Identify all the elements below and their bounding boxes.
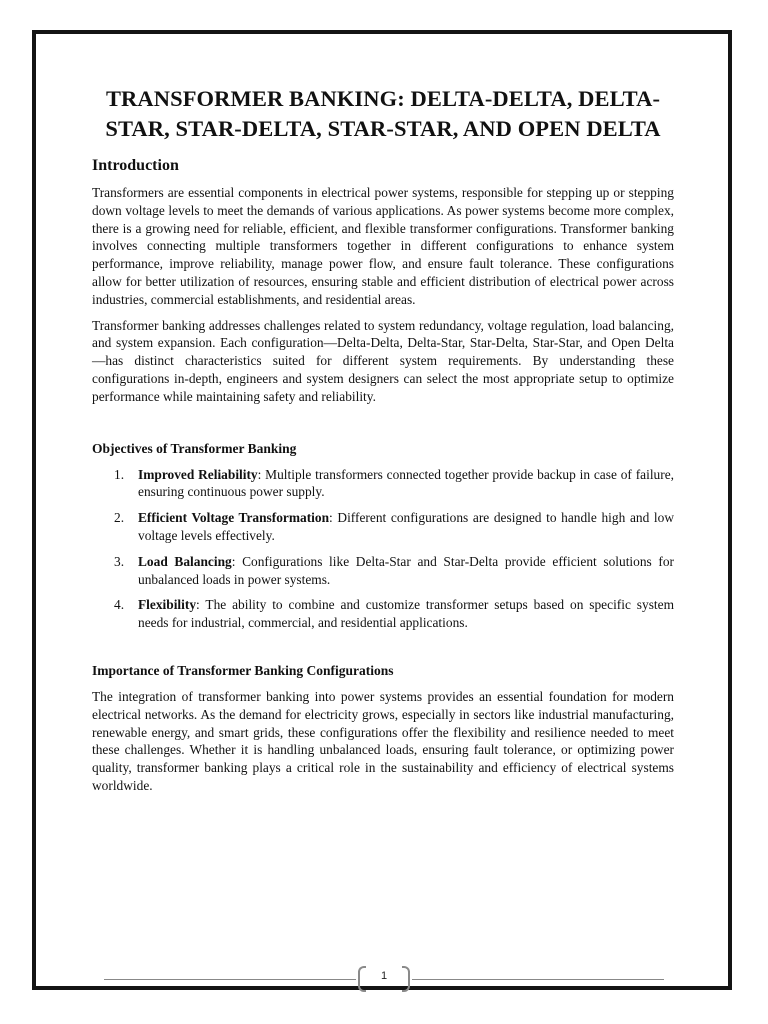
list-item-text: : Configurations like Delta-Star and Star-Delta provide efficient solutions for unbalanced loads in power systems. <box>138 553 674 587</box>
list-item-term: Load Balancing <box>138 553 232 569</box>
list-item-text: : Different configurations are designed to handle high and low voltage levels effectively. <box>138 510 675 543</box>
document-content <box>92 84 674 803</box>
list-item-number: 4. <box>114 597 125 613</box>
list-item <box>92 596 674 632</box>
objectives-list <box>92 466 674 632</box>
introduction-paragraph-1: Transformers are essential components in electrical power systems, responsible for stepping up or stepping down voltage levels to meet the demands of various applications. As power systems become more complex, there is a growing need for reliable, efficient, and flexible transformer configurations. Transformer banking involves connecting multiple transformers together in different configurations to enhance system performance, improve reliability, manage power flow, and ensure fault tolerance. These configurations allow for better utilization of resources, ensuring stable and efficient distribution of electrical power across industries, commercial establishments, and residential areas. <box>92 185 674 307</box>
introduction-heading: Introduction <box>92 157 179 174</box>
list-item <box>92 553 674 589</box>
list-item <box>92 509 674 545</box>
importance-heading: Importance of Transformer Banking Configurations <box>92 662 394 678</box>
list-item-term: Improved Reliability <box>138 466 258 482</box>
list-item-term: Efficient Voltage Transformation <box>138 510 330 526</box>
footer-rule-right <box>412 979 664 980</box>
page-footer <box>104 966 664 992</box>
list-item-text: : The ability to combine and customize transformer setups based on specific system needs for industrial, commercial, and residential applications. <box>138 597 674 631</box>
document-title: TRANSFORMER BANKING: DELTA-DELTA, DELTA-STAR, STAR-DELTA, STAR-STAR, AND OPEN DELTA <box>105 86 661 141</box>
page-number-box <box>358 966 410 990</box>
list-item-number: 3. <box>114 553 125 569</box>
footer-rule-left <box>104 979 356 980</box>
objectives-heading: Objectives of Transformer Banking <box>92 440 297 456</box>
list-item-number: 2. <box>114 510 125 526</box>
list-item-number: 1. <box>114 466 125 482</box>
list-item-text: : Multiple transformers connected together provide backup in case of failure, ensuring continuous power supply. <box>138 466 674 500</box>
list-item <box>92 466 674 502</box>
introduction-paragraph-2: Transformer banking addresses challenges related to system redundancy, voltage regulation, load balancing, and system expansion. Each configuration—Delta-Delta, Delta-Star, Star-Delta, Star-Star, and Open Delta—has distinct characteristics suited for different system requirements. By understanding these configurations in-depth, engineers and system designers can select the most appropriate setup to optimize performance while maintaining safety and reliability. <box>92 317 674 404</box>
page-number: 1 <box>380 970 388 982</box>
list-item-term: Flexibility <box>138 597 197 613</box>
importance-paragraph: The integration of transformer banking into power systems provides an essential foundation for modern electrical networks. As the demand for electricity grows, especially in sectors like industrial manufacturing, renewable energy, and smart grids, these configurations offer the flexibility and resilience needed to meet these challenges. Whether it is handling unbalanced loads, ensuring fault tolerance, or optimizing power quality, transformer banking plays a critical role in the sustainability and efficiency of electrical systems worldwide. <box>92 688 674 793</box>
